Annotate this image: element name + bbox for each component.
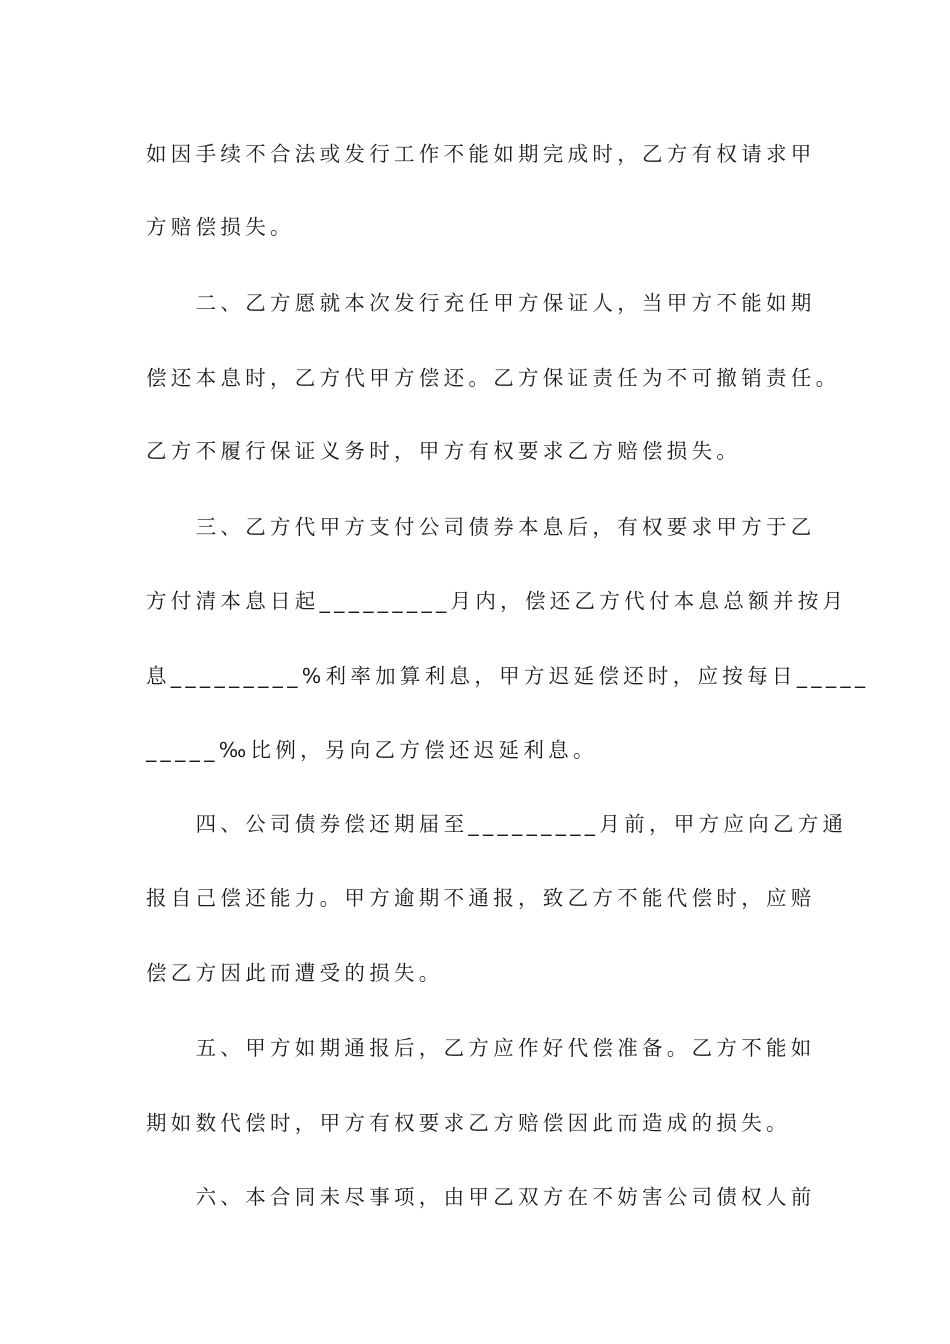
text-line: 息_________%利率加算利息，甲方迟延偿还时，应按每日_____ [146, 664, 870, 688]
text-line: 乙方不履行保证义务时，甲方有权要求乙方赔偿损失。 [146, 439, 742, 463]
text-line: 偿还本息时，乙方代甲方偿还。乙方保证责任为不可撤销责任。 [146, 366, 841, 390]
text-line: 方付清本息日起_________月内，偿还乙方代付本息总额并按月 [146, 589, 848, 613]
text-line: 期如数代偿时，甲方有权要求乙方赔偿因此而造成的损失。 [146, 1111, 791, 1135]
text-line: _____‰比例，另向乙方偿还迟延利息。 [146, 738, 598, 762]
text-line: 二、乙方愿就本次发行充任甲方保证人，当甲方不能如期 [146, 291, 816, 315]
text-line: 报自己偿还能力。甲方逾期不通报，致乙方不能代偿时，应赔 [146, 886, 816, 910]
text-line: 五、甲方如期通报后，乙方应作好代偿准备。乙方不能如 [146, 1036, 816, 1060]
text-line: 三、乙方代甲方支付公司债券本息后，有权要求甲方于乙 [146, 515, 816, 539]
text-line: 六、本合同未尽事项，由甲乙双方在不妨害公司债权人前 [146, 1185, 816, 1209]
text-line: 四、公司债券偿还期届至_________月前，甲方应向乙方通 [146, 812, 848, 836]
text-line: 偿乙方因此而遭受的损失。 [146, 961, 444, 985]
text-line: 方赔偿损失。 [146, 215, 295, 239]
text-line: 如因手续不合法或发行工作不能如期完成时，乙方有权请求甲 [146, 142, 816, 166]
